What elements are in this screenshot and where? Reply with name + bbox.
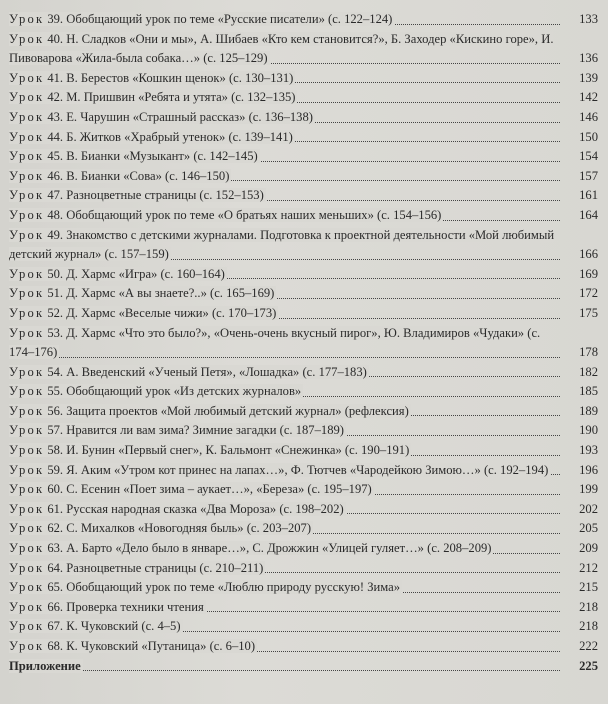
lesson-prefix: Урок <box>9 129 45 144</box>
lesson-number: 53. <box>47 325 67 340</box>
page-number: 225 <box>579 658 598 673</box>
toc-entry-content <box>9 286 276 300</box>
page-number: 150 <box>579 129 598 144</box>
lesson-title: Д. Хармс «Игра» (с. 160–164) <box>66 266 225 281</box>
page-number: 136 <box>579 51 598 66</box>
toc-entry <box>9 539 598 559</box>
lesson-title: Обобщающий урок «Из детских журналов» <box>66 384 302 399</box>
page-number: 161 <box>579 188 598 203</box>
toc-entry <box>9 186 598 206</box>
lesson-title: Нравится ли вам зима? Зимние загадки (с. 187–189) <box>66 423 344 438</box>
toc-entry <box>9 10 598 30</box>
lesson-number: 44. <box>47 129 67 144</box>
lesson-prefix: Урок <box>9 423 45 438</box>
lesson-number: 62. <box>47 521 67 536</box>
lesson-prefix: Урок <box>9 541 45 556</box>
lesson-title: А. Барто «Дело было в январе…», С. Дрожжин «Улицей гуляет…» (с. 208–209) <box>66 541 492 556</box>
toc-entry <box>9 206 598 226</box>
page-number: 154 <box>579 149 598 164</box>
toc-entry-label <box>9 267 227 281</box>
toc-entry <box>9 30 598 69</box>
toc-entry-content <box>9 306 278 320</box>
toc-entry-content <box>9 580 402 594</box>
toc-entry-label <box>9 404 411 418</box>
lesson-title: В. Бианки «Музыкант» (с. 142–145) <box>66 149 258 164</box>
toc-entry <box>9 578 598 598</box>
lesson-prefix: Урок <box>9 443 45 458</box>
lesson-prefix: Урок <box>9 266 45 281</box>
lesson-title: Д. Хармс «Что это было?», «Очень-очень вкусный пирог», Ю. Владимиров «Чудаки» (с. 174–176) <box>9 325 541 360</box>
toc-entry-content <box>9 423 346 437</box>
lesson-prefix: Урок <box>9 109 45 124</box>
lesson-title: Д. Хармс «А вы знаете?..» (с. 165–169) <box>66 286 275 301</box>
page-number: 196 <box>579 462 598 477</box>
toc-entry-content <box>9 404 411 418</box>
lesson-number: 55. <box>47 384 67 399</box>
lesson-number: 68. <box>47 639 67 653</box>
lesson-number: 57. <box>47 423 67 438</box>
lesson-prefix: Урок <box>9 188 45 203</box>
lesson-number: 46. <box>47 168 67 183</box>
lesson-number: 54. <box>47 364 67 379</box>
toc-entry-content <box>9 463 550 477</box>
lesson-number: 40. <box>47 31 67 46</box>
toc-entry <box>9 617 598 637</box>
lesson-number: 43. <box>47 109 67 124</box>
toc-entry-content <box>9 384 303 398</box>
page-number: 185 <box>579 384 598 399</box>
toc-entry <box>9 461 598 481</box>
lesson-prefix: Урок <box>9 90 45 105</box>
lesson-number: 45. <box>47 149 67 164</box>
lesson-prefix: Урок <box>9 639 45 653</box>
lesson-prefix: Урок <box>9 482 45 497</box>
lesson-title: К. Чуковский «Путаница» (с. 6–10) <box>66 639 256 653</box>
lesson-prefix: Урок <box>9 12 45 26</box>
toc-entry-label <box>9 521 313 535</box>
lesson-prefix: Урок <box>9 364 45 379</box>
toc-entry-label <box>9 32 553 66</box>
toc-entry-content <box>9 326 540 360</box>
dot-leader <box>9 357 560 358</box>
lesson-title: Н. Сладков «Они и мы», А. Шибаев «Кто кем становится?», Б. Заходер «Кискино горе», И. Пивоварова «Жила-была собака…» (с. 125–129) <box>9 31 554 66</box>
toc-entry-content <box>9 619 183 633</box>
toc-entry-content <box>9 482 374 496</box>
lesson-prefix: Урок <box>9 325 45 340</box>
toc-entry-content <box>9 659 83 673</box>
toc-entry-content <box>9 639 257 653</box>
toc-entry-content <box>9 208 443 222</box>
toc-entry-label <box>9 443 411 457</box>
page-number: 133 <box>579 12 598 26</box>
toc-entry-content <box>9 561 265 575</box>
toc-entry <box>9 402 598 422</box>
toc-entry-label <box>9 228 554 262</box>
lesson-title: В. Берестов «Кошкин щенок» (с. 130–131) <box>66 70 294 85</box>
lesson-title: Д. Хармс «Веселые чижи» (с. 170–173) <box>66 305 277 320</box>
toc-entry <box>9 441 598 461</box>
toc-entry-content <box>9 32 553 66</box>
dot-leader <box>9 670 560 671</box>
toc-entry-label <box>9 619 183 633</box>
toc-entry <box>9 598 598 618</box>
lesson-number: 58. <box>47 443 67 458</box>
toc-entry-label <box>9 482 374 496</box>
lesson-title: К. Чуковский (с. 4–5) <box>66 619 181 634</box>
lesson-number: 41. <box>47 70 67 85</box>
lesson-number: 66. <box>47 599 67 614</box>
toc-entry-content <box>9 365 369 379</box>
lesson-prefix: Урок <box>9 286 45 301</box>
toc-entry-label <box>9 463 550 477</box>
toc-entry-label <box>9 169 231 183</box>
lesson-title: С. Есенин «Поет зима – аукает…», «Береза» (с. 195–197) <box>66 482 372 497</box>
toc-entry-content <box>9 600 206 614</box>
page-number: 172 <box>579 286 598 301</box>
toc-entry-content <box>9 267 227 281</box>
lesson-title: Б. Житков «Храбрый утенок» (с. 139–141) <box>66 129 293 144</box>
lesson-number: 39. <box>47 12 67 26</box>
lesson-title: Разноцветные страницы (с. 152–153) <box>66 188 264 203</box>
page-number: 205 <box>579 521 598 536</box>
lesson-title: И. Бунин «Первый снег», К. Бальмонт «Снежинка» (с. 190–191) <box>66 443 410 458</box>
lesson-title: Разноцветные страницы (с. 210–211) <box>66 560 264 575</box>
lesson-prefix: Урок <box>9 619 45 634</box>
lesson-title: Обобщающий урок по теме «Русские писатели» (с. 122–124) <box>66 12 393 26</box>
toc-entry-label <box>9 130 295 144</box>
page-number: 199 <box>579 482 598 497</box>
toc-entry-content <box>9 149 260 163</box>
lesson-prefix: Урок <box>9 384 45 399</box>
toc-entry <box>9 637 598 657</box>
toc-entry <box>9 88 598 108</box>
toc-entry-label <box>9 326 540 360</box>
page-number: 212 <box>579 560 598 575</box>
page-number: 146 <box>579 109 598 124</box>
toc-entry-label <box>9 110 315 124</box>
lesson-title: Защита проектов «Мой любимый детский журнал» (рефлексия) <box>66 403 409 418</box>
toc-entry-content <box>9 169 231 183</box>
lesson-prefix: Урок <box>9 521 45 536</box>
lesson-number: 56. <box>47 403 67 418</box>
lesson-number: 50. <box>47 266 67 281</box>
toc-entry-content <box>9 12 394 26</box>
page-number: 166 <box>579 247 598 262</box>
page-number: 164 <box>579 207 598 222</box>
lesson-prefix: Урок <box>9 462 45 477</box>
page-number: 157 <box>579 168 598 183</box>
toc-entry <box>9 304 598 324</box>
toc-entry <box>9 69 598 89</box>
toc-entry-content <box>9 71 295 85</box>
toc-entry-label <box>9 502 346 516</box>
lesson-prefix: Урок <box>9 580 45 595</box>
appendix-label: Приложение <box>9 658 81 673</box>
toc-entry-content <box>9 90 297 104</box>
page-number: 182 <box>579 364 598 379</box>
lesson-prefix: Урок <box>9 227 45 242</box>
toc-entry <box>9 363 598 383</box>
lesson-title: Обобщающий урок по теме «О братьях наших меньших» (с. 154–156) <box>66 207 442 222</box>
toc-entry <box>9 147 598 167</box>
lesson-title: А. Введенский «Ученый Петя», «Лошадка» (с. 177–183) <box>66 364 367 379</box>
toc-entry <box>9 324 598 363</box>
lesson-prefix: Урок <box>9 70 45 85</box>
toc-entry-content <box>9 541 493 555</box>
page-number: 218 <box>579 599 598 614</box>
lesson-number: 48. <box>47 207 67 222</box>
lesson-number: 52. <box>47 305 67 320</box>
lesson-prefix: Урок <box>9 403 45 418</box>
toc-entry <box>9 421 598 441</box>
toc-entry-label <box>9 600 206 614</box>
page-number: 142 <box>579 90 598 105</box>
lesson-title: Знакомство с детскими журналами. Подготовка к проектной деятельности «Мой любимый детский журнал» (с. 157–159) <box>9 227 555 262</box>
toc-entry-label <box>9 12 394 26</box>
toc-entry <box>9 167 598 187</box>
lesson-title: Я. Аким «Утром кот принес на лапах…», Ф. Тютчев «Чародейкою Зимою…» (с. 192–194) <box>66 462 549 477</box>
toc-entry <box>9 226 598 265</box>
lesson-number: 64. <box>47 560 67 575</box>
toc-entry-label <box>9 365 369 379</box>
lesson-prefix: Урок <box>9 305 45 320</box>
toc-entry-label <box>9 208 443 222</box>
toc-entry-content <box>9 110 315 124</box>
table-of-contents <box>9 10 598 676</box>
toc-entry <box>9 108 598 128</box>
lesson-number: 51. <box>47 286 67 301</box>
toc-entry-label <box>9 188 266 202</box>
page-number: 178 <box>579 345 598 360</box>
page-number: 202 <box>579 501 598 516</box>
lesson-number: 67. <box>47 619 67 634</box>
page-number: 175 <box>579 305 598 320</box>
page-number: 189 <box>579 403 598 418</box>
lesson-number: 60. <box>47 482 67 497</box>
lesson-title: Е. Чарушин «Страшный рассказ» (с. 136–138) <box>66 109 313 124</box>
toc-entry <box>9 265 598 285</box>
lesson-number: 65. <box>47 580 67 595</box>
lesson-title: Русская народная сказка «Два Мороза» (с. 198–202) <box>66 501 344 516</box>
toc-entry-content <box>9 130 295 144</box>
toc-entry <box>9 382 598 402</box>
toc-entry-label <box>9 423 346 437</box>
toc-entry-content <box>9 502 346 516</box>
toc-entry-label <box>9 541 493 555</box>
lesson-number: 47. <box>47 188 67 203</box>
page-number: 209 <box>579 541 598 556</box>
lesson-number: 61. <box>47 501 67 516</box>
toc-entry-label <box>9 286 276 300</box>
page-number: 139 <box>579 70 598 85</box>
lesson-number: 63. <box>47 541 67 556</box>
lesson-prefix: Урок <box>9 560 45 575</box>
page-number: 190 <box>579 423 598 438</box>
toc-entry-label <box>9 71 295 85</box>
lesson-title: М. Пришвин «Ребята и утята» (с. 132–135) <box>66 90 296 105</box>
toc-entry-label <box>9 561 265 575</box>
lesson-title: С. Михалков «Новогодняя быль» (с. 203–207) <box>66 521 312 536</box>
lesson-number: 42. <box>47 90 67 105</box>
toc-entry-content <box>9 521 313 535</box>
page-number: 218 <box>579 619 598 634</box>
page-number: 215 <box>579 580 598 595</box>
lesson-prefix: Урок <box>9 149 45 164</box>
lesson-prefix: Урок <box>9 31 45 46</box>
lesson-prefix: Урок <box>9 599 45 614</box>
toc-entry <box>9 480 598 500</box>
lesson-number: 49. <box>47 227 67 242</box>
lesson-prefix: Урок <box>9 501 45 516</box>
toc-entry <box>9 284 598 304</box>
toc-entry <box>9 559 598 579</box>
lesson-title: Проверка техники чтения <box>66 599 204 614</box>
toc-entry-label <box>9 639 257 653</box>
lesson-number: 59. <box>47 462 67 477</box>
toc-entry-label <box>9 384 303 398</box>
toc-entry <box>9 500 598 520</box>
lesson-title: В. Бианки «Сова» (с. 146–150) <box>66 168 230 183</box>
lesson-prefix: Урок <box>9 168 45 183</box>
toc-entry-label <box>9 580 402 594</box>
lesson-prefix: Урок <box>9 207 45 222</box>
lesson-title: Обобщающий урок по теме «Люблю природу русскую! Зима» <box>66 580 401 595</box>
toc-entry-content <box>9 228 554 262</box>
toc-entry <box>9 519 598 539</box>
page-number: 169 <box>579 266 598 281</box>
toc-entry <box>9 128 598 148</box>
toc-entry-appendix <box>9 657 598 677</box>
toc-entry-content <box>9 188 266 202</box>
page-number: 222 <box>579 639 598 653</box>
page-number: 193 <box>579 443 598 458</box>
toc-entry-label <box>9 149 260 163</box>
toc-entry-label <box>9 306 278 320</box>
toc-entry-label <box>9 90 297 104</box>
toc-entry-content <box>9 443 411 457</box>
